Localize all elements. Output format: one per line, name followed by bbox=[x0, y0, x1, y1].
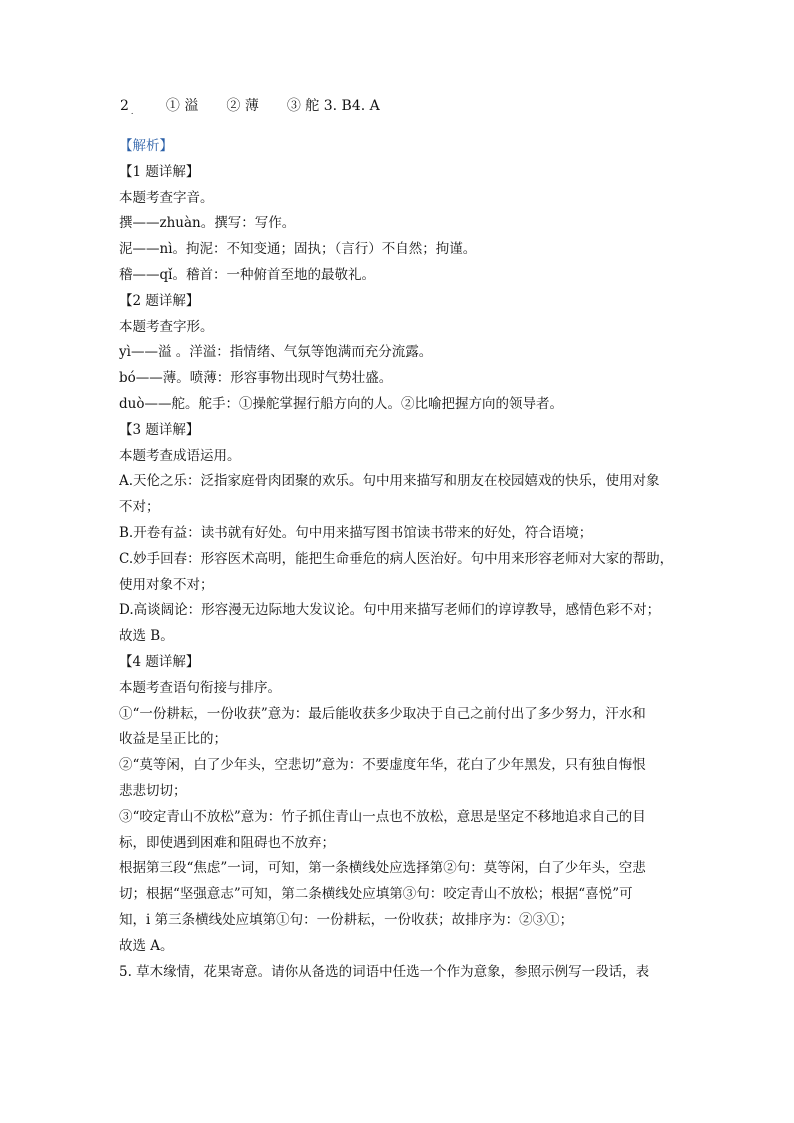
text-line: 使用对象不对； bbox=[119, 576, 214, 593]
text-line: ③“咬定青山不放松”意为：竹子抓住青山一点也不放松，意思是坚定不移地追求自己的目 bbox=[119, 808, 646, 825]
question-subheading: 【4 题详解】 bbox=[119, 653, 200, 670]
text-line: 故选 A。 bbox=[119, 937, 174, 954]
text-line: 标，即使遇到困难和阻碍也不放弃； bbox=[119, 834, 335, 851]
text-line: 本题考查成语运用。 bbox=[119, 447, 241, 464]
text-line: 切；根据“坚强意志”可知，第二条横线处应填第③句：咬定青山不放松；根据“喜悦”可 bbox=[119, 886, 633, 903]
text-line: 本题考查字形。 bbox=[119, 318, 214, 335]
text-line: 不对； bbox=[119, 499, 160, 516]
text-line: 故选 B。 bbox=[119, 628, 174, 645]
text-line: 知，i 第三条横线处应填第①句：一份耕耘，一份收获；故排序为：②③①； bbox=[119, 911, 574, 928]
text-line: 本题考查语句衔接与排序。 bbox=[119, 679, 281, 696]
text-line: C.妙手回春：形容医术高明，能把生命垂危的病人医治好。句中用来形容老师对大家的帮助， bbox=[119, 550, 674, 567]
question-dot: . bbox=[130, 106, 134, 116]
question-subheading: 【3 题详解】 bbox=[119, 421, 200, 438]
question-number: 2 bbox=[120, 98, 129, 114]
text-line: bó——薄。喷薄：形容事物出现时气势壮盛。 bbox=[119, 370, 393, 387]
text-line: ②“莫等闲，白了少年头，空悲切”意为：不要虚度年华，花白了少年黑发，只有独自悔恨 bbox=[119, 757, 646, 774]
text-line: B.开卷有益：读书就有好处。句中用来描写图书馆读书带来的好处，符合语境； bbox=[119, 524, 593, 541]
question-subheading: 【2 题详解】 bbox=[119, 292, 200, 309]
text-line: ①“一份耕耘，一份收获”意为：最后能收获多少取决于自己之前付出了多少努力，汗水和 bbox=[119, 705, 646, 722]
text-line: 悲悲切切； bbox=[119, 782, 187, 799]
section-heading: 【解析】 bbox=[119, 138, 173, 154]
question-subheading: 【1 题详解】 bbox=[119, 163, 200, 180]
text-line: 撰——zhuàn。撰写：写作。 bbox=[119, 215, 296, 232]
text-line: 根据第三段“焦虑”一词，可知，第一条横线处应选择第②句：莫等闲，白了少年头，空悲 bbox=[119, 860, 646, 877]
answer-line bbox=[120, 96, 380, 122]
text-line: 收益是呈正比的； bbox=[119, 731, 227, 748]
text-line: 泥——nì。拘泥：不知变通；固执；（言行）不自然；拘谨。 bbox=[119, 241, 477, 258]
text-line: D.高谈阔论：形容漫无边际地大发议论。句中用来描写老师们的谆谆教导，感情色彩不对； bbox=[119, 602, 661, 619]
analysis-content bbox=[119, 134, 679, 985]
text-line: 5. 草木缘情，花果寄意。请你从备选的词语中任选一个作为意象，参照示例写一段话，表 bbox=[119, 963, 650, 980]
text-line: yì——溢 。洋溢：指情绪、气氛等饱满而充分流露。 bbox=[119, 344, 433, 361]
text-line: A.天伦之乐：泛指家庭骨肉团聚的欢乐。句中用来描写和朋友在校园嬉戏的快乐，使用对象 bbox=[119, 473, 660, 490]
text-line: 本题考查字音。 bbox=[119, 189, 214, 206]
answer-items: ① 溢 ② 薄 ③ 舵 3. B4. A bbox=[165, 98, 380, 114]
text-line: 稽——qǐ。稽首：一种俯首至地的最敬礼。 bbox=[119, 266, 375, 283]
text-line: duò——舵。舵手：①操舵掌握行船方向的人。②比喻把握方向的领导者。 bbox=[119, 395, 563, 412]
